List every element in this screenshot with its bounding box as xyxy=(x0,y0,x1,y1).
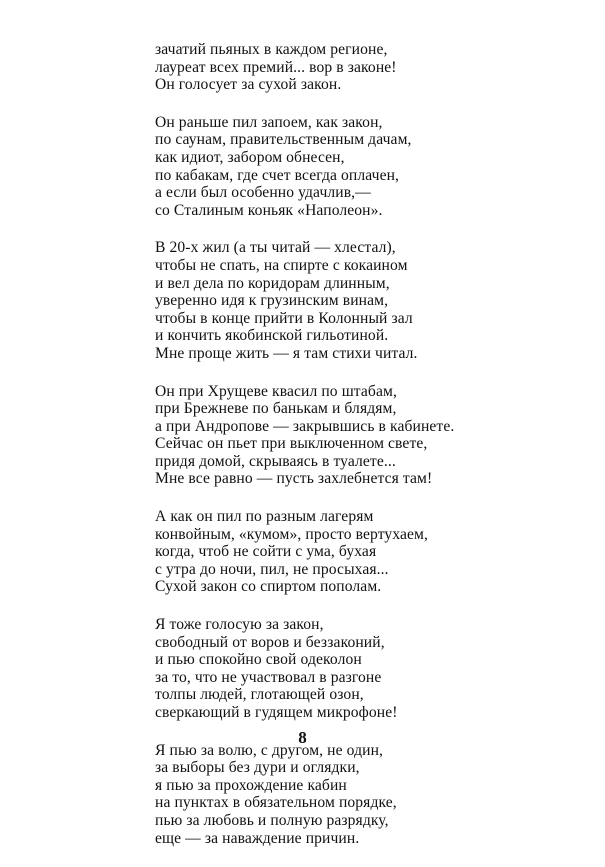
poem-line: и пью спокойно свой одеколон xyxy=(155,651,362,669)
poem-line: и вел дела по коридорам длинным, xyxy=(155,274,390,292)
page-number: 8 xyxy=(298,728,307,747)
poem-line: а при Андропове — закрывшись в кабинете. xyxy=(155,417,455,435)
stanza-3 xyxy=(155,239,595,362)
poem-line: Я тоже голосую за закон, xyxy=(155,616,324,634)
poem-line: и кончить якобинской гильотиной. xyxy=(155,327,389,345)
poem-line: за выборы без дури и оглядки, xyxy=(155,759,360,777)
poem-line: Сейчас он пьет при выключенном свете, xyxy=(155,435,428,453)
poem-line: за то, что не участвовал в разгоне xyxy=(155,668,382,686)
poem-line: сверкающий в гудящем микрофоне! xyxy=(155,704,398,721)
poem-line: Я пью за волю, с другом, не один, xyxy=(155,741,384,759)
poem-line: чтобы в конце прийти в Колонный зал xyxy=(155,309,413,327)
poem-line: чтобы не спать, на спирте с кокаином xyxy=(155,256,408,274)
stanza-2 xyxy=(155,114,595,220)
poem-line: со Сталиным коньяк «Наполеон». xyxy=(155,201,383,219)
poem-line: пью за любовь и полную разрядку, xyxy=(155,811,389,829)
poem-line: по саунам, правительственным дачам, xyxy=(155,131,412,149)
poem-line: Сухой закон со спиртом пополам. xyxy=(155,578,382,596)
poem-line: А как он пил по разным лагерям xyxy=(155,508,374,526)
poem-line: Он раньше пил запоем, как закон, xyxy=(155,113,383,131)
poem-line: Он голосует за сухой закон. xyxy=(155,76,342,94)
poem-line: по кабакам, где счет всегда оплачен, xyxy=(155,166,400,184)
poem-line: на пунктах в обязательном порядке, xyxy=(155,794,397,812)
stanza-5 xyxy=(155,508,595,596)
stanza-7 xyxy=(155,742,595,848)
poem-line: уверенно идя к грузинским винам, xyxy=(155,292,389,310)
poem-line: конвойным, «кумом», просто вертухаем, xyxy=(155,525,429,543)
poem-line: В 20-х жил (а ты читай — хлестал), xyxy=(155,239,396,257)
poem-line: Он при Хрущеве квасил по штабам, xyxy=(155,382,397,400)
poem-line: с утра до ночи, пил, не просыхая... xyxy=(155,560,389,578)
stanza-1 xyxy=(155,41,595,94)
poem-line: когда, чтоб не сойти с ума, бухая xyxy=(155,543,377,561)
poem-line: свободный от воров и беззаконий, xyxy=(155,633,385,651)
stanza-4 xyxy=(155,383,595,489)
poem-line: как идиот, забором обнесен, xyxy=(155,148,345,166)
poem-line: Мне проще жить — я там стихи читал. xyxy=(155,344,418,362)
poem-line: при Брежневе по банькам и блядям, xyxy=(155,400,397,418)
poem-line: зачатий пьяных в каждом регионе, xyxy=(155,41,388,58)
poem-line: еще — за наваждение причин. xyxy=(155,829,360,847)
stanza-6 xyxy=(155,616,595,722)
poem-line: придя домой, скрываясь в туалете... xyxy=(155,452,396,470)
poem-line: я пью за прохождение кабин xyxy=(155,776,347,794)
poem-line: а если был особенно удачлив,— xyxy=(155,184,371,202)
poem-line: толпы людей, глотающей озон, xyxy=(155,686,364,704)
poem-line: лауреат всех премий... вор в законе! xyxy=(155,58,397,76)
poem-line: Мне все равно — пусть захлебнется там! xyxy=(155,470,433,488)
